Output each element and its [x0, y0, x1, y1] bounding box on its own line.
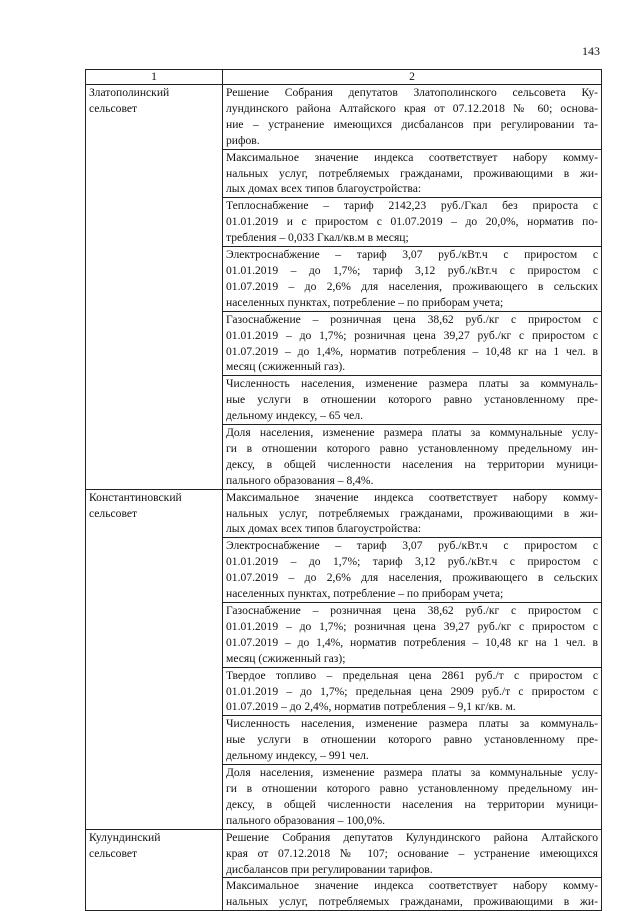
paragraph-line: месяц (сжиженный газ); — [226, 651, 346, 665]
table-row — [86, 489, 602, 829]
tariff-description — [223, 85, 602, 490]
description-paragraph — [223, 716, 601, 765]
paragraph-line: месяц (сжиженный газ). — [226, 360, 346, 374]
column-header-2: 2 — [223, 70, 602, 85]
paragraph-line: нальных услуг, потребляемых гражданами, проживающими в жи- — [226, 895, 598, 909]
description-paragraph — [223, 830, 601, 879]
paragraph-line: Доля населения, изменение размера платы за коммунальные услу- — [226, 426, 598, 440]
description-paragraph — [223, 538, 601, 603]
municipality-name — [86, 489, 223, 829]
paragraph-line: дельному индексу, – 65 чел. — [226, 409, 364, 423]
paragraph-line: Газоснабжение – розничная цена 38,62 руб./кг с приростом с — [226, 604, 598, 617]
paragraph-line: населенных пунктах, потребление – по приборам учета; — [226, 295, 504, 309]
paragraph-line: Газоснабжение – розничная цена 38,62 руб./кг с приростом с — [226, 312, 598, 326]
paragraph-line: пального образования – 100,0%. — [226, 813, 386, 827]
municipality-name-line: сельсовет — [89, 102, 138, 115]
paragraph-line: дексу, в общей численности населения на территории муници- — [226, 797, 598, 811]
paragraph-line: 01.01.2019 – до 1,7%; розничная цена 39,27 руб./кг с приростом с — [226, 328, 598, 342]
description-paragraph — [223, 603, 601, 668]
paragraph-line: дисбалансов при регулировании тарифов. — [226, 862, 433, 876]
paragraph-line: ги в отношении которого равно установленному предельному ин- — [226, 441, 598, 455]
paragraph-line: Электроснабжение – тариф 3,07 руб./кВт.ч с приростом с — [226, 539, 598, 553]
description-paragraph — [223, 85, 601, 150]
description-paragraph — [223, 490, 601, 539]
municipality-name-line: сельсовет — [89, 846, 138, 860]
paragraph-line: дельному индексу, – 991 чел. — [226, 749, 369, 763]
municipality-name-line: сельсовет — [89, 506, 138, 520]
paragraph-line: ные услуги в отношении которого равно установленному пре- — [226, 733, 598, 747]
paragraph-line: 01.01.2019 и с приростом с 01.07.2019 – до 20,0%, норматив по- — [226, 215, 598, 229]
paragraph-line: Решение Собрания депутатов Кулундинского района Алтайского — [226, 830, 598, 844]
paragraph-line: 01.07.2019 – до 1,4%, норматив потребления – 10,48 кг на 1 чел. в — [226, 344, 598, 358]
paragraph-line: Численность населения, изменение размера платы за коммуналь- — [226, 717, 598, 731]
paragraph-line: Максимальное значение индекса соответствует набору комму- — [226, 879, 598, 893]
paragraph-line: нальных услуг, потребляемых гражданами, проживающими в жи- — [226, 166, 598, 180]
paragraph-line: нальных услуг, потребляемых гражданами, проживающими в жи- — [226, 506, 598, 520]
description-paragraph — [223, 198, 601, 247]
tariff-description — [223, 489, 602, 829]
table-row — [86, 85, 602, 490]
table-header-row — [86, 70, 602, 85]
description-paragraph — [223, 668, 601, 717]
paragraph-line: Теплоснабжение – тариф 2142,23 руб./Гкал без прироста с — [226, 199, 598, 213]
description-paragraph — [223, 312, 601, 377]
tariff-description — [223, 829, 602, 911]
paragraph-line: 01.01.2019 – до 1,7%; розничная цена 39,27 руб./кг с приростом с — [226, 619, 598, 633]
column-header-1: 1 — [86, 70, 223, 85]
paragraph-line: Максимальное значение индекса соответствует набору комму- — [226, 150, 598, 164]
paragraph-line: Электроснабжение – тариф 3,07 руб./кВт.ч с приростом с — [226, 248, 598, 262]
description-paragraph — [223, 765, 601, 829]
paragraph-line: лундинского района Алтайского края от 07.12.2018 № 60; основа- — [226, 101, 598, 115]
paragraph-line: дексу, в общей численности населения на территории муници- — [226, 457, 598, 471]
paragraph-line: Доля населения, изменение размера платы за коммунальные услу- — [226, 766, 598, 780]
description-paragraph — [223, 878, 601, 910]
page-number: 143 — [582, 44, 600, 58]
municipality-name — [86, 85, 223, 490]
description-paragraph — [223, 247, 601, 312]
municipality-name-line: Кулундинский — [89, 830, 161, 844]
paragraph-line: ние – устранение имеющихся дисбалансов при регулировании та- — [226, 117, 598, 131]
paragraph-line: края от 07.12.2018 № 107; основание – устранение имеющихся — [226, 846, 598, 860]
description-paragraph — [223, 150, 601, 199]
paragraph-line: 01.01.2019 – до 1,7%; тариф 3,12 руб./кВт.ч с приростом с — [226, 263, 598, 277]
paragraph-line: ные услуги в отношении которого равно установленному пре- — [226, 393, 598, 407]
paragraph-line: Численность населения, изменение размера платы за коммуналь- — [226, 377, 598, 391]
description-paragraph — [223, 376, 601, 425]
paragraph-line: 01.07.2019 – до 2,6% для населения, проживающего в сельских — [226, 571, 598, 585]
paragraph-line: рифов. — [226, 133, 260, 147]
table-row — [86, 829, 602, 911]
municipality-name-line: Златополинский — [89, 86, 170, 99]
description-paragraph — [223, 425, 601, 489]
tariff-table — [85, 69, 602, 911]
municipality-name-line: Константиновский — [89, 490, 182, 504]
paragraph-line: населенных пунктах, потребление – по приборам учета; — [226, 587, 504, 601]
paragraph-line: 01.01.2019 – до 1,7%; предельная цена 2909 руб./т с приростом с — [226, 684, 598, 698]
municipality-name — [86, 829, 223, 911]
paragraph-line: Максимальное значение индекса соответствует набору комму- — [226, 490, 598, 504]
paragraph-line: пального образования – 8,4%. — [226, 473, 374, 487]
paragraph-line: 01.01.2019 – до 1,7%; тариф 3,12 руб./кВт.ч с приростом с — [226, 555, 598, 569]
paragraph-line: требления – 0,033 Гкал/кв.м в месяц; — [226, 231, 409, 245]
paragraph-line: ги в отношении которого равно установленному предельному ин- — [226, 781, 598, 795]
paragraph-line: Твердое топливо – предельная цена 2861 руб./т с приростом с — [226, 668, 598, 682]
paragraph-line: 01.07.2019 – до 2,4%, норматив потребления – 9,1 кг/кв. м. — [226, 700, 516, 714]
paragraph-line: лых домах всех типов благоустройства: — [226, 522, 422, 536]
paragraph-line: Решение Собрания депутатов Златополинского сельсовета Ку- — [226, 86, 598, 99]
paragraph-line: 01.07.2019 – до 1,4%, норматив потребления – 10,48 кг на 1 чел. в — [226, 635, 598, 649]
paragraph-line: 01.07.2019 – до 2,6% для населения, проживающего в сельских — [226, 279, 598, 293]
paragraph-line: лых домах всех типов благоустройства: — [226, 182, 422, 196]
